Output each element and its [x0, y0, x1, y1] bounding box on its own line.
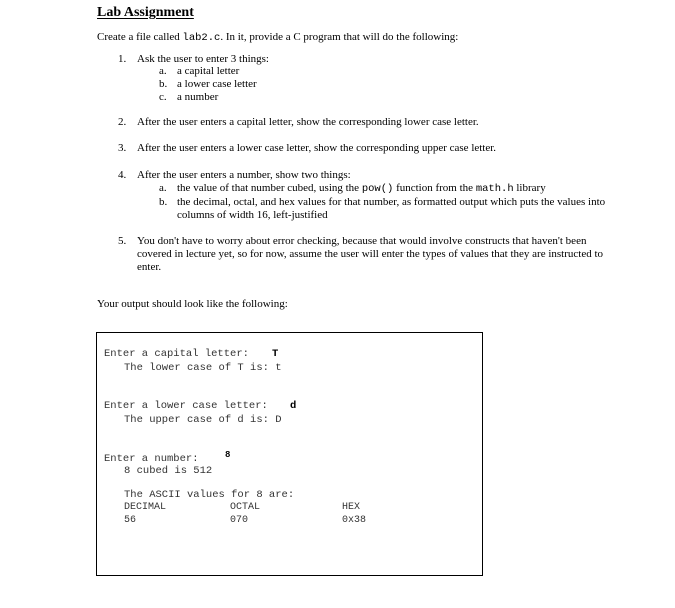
list-item-3-text: After the user enters a lower case letter, show the corresponding upper case letter.	[137, 142, 497, 154]
sub-item-post: library	[513, 182, 546, 194]
capital-prompt: Enter a capital letter:	[104, 348, 249, 360]
sub-item-letter: b.	[159, 196, 168, 208]
intro-paragraph	[97, 31, 458, 45]
sub-item-text: a lower case letter	[177, 78, 257, 90]
math-h-code: math.h	[475, 183, 514, 195]
sub-item-4b	[159, 196, 167, 209]
sub-item-text: a number	[177, 91, 219, 103]
page-title: Lab Assignment	[97, 5, 194, 20]
lowercase-prompt: Enter a lower case letter:	[104, 400, 268, 412]
sub-item-text: a capital letter	[177, 65, 240, 77]
intro-pre: Create a file called	[97, 31, 183, 43]
capital-result: The lower case of T is: t	[124, 362, 282, 374]
sub-item-text	[177, 182, 546, 196]
number-prompt: Enter a number:	[104, 453, 199, 465]
value-hex: 0x38	[342, 515, 367, 526]
sub-item-1a	[159, 65, 240, 78]
number-result: 8 cubed is 512	[124, 465, 213, 477]
header-decimal: DECIMAL	[124, 502, 167, 513]
list-item-5-text: You don't have to worry about error checking, because that would involve constructs that haven't been covered in lecture yet, so for now, assume the user will enter the types of values that they are instructed to enter.	[137, 235, 604, 273]
intro-filename: lab2.c	[182, 32, 221, 44]
list-item-2	[118, 116, 479, 129]
pow-function-code: pow()	[361, 183, 394, 195]
list-item-2-text: After the user enters a capital letter, show the corresponding lower case letter.	[137, 116, 479, 128]
lowercase-input: d	[290, 400, 297, 412]
sub-item-1c	[159, 91, 219, 104]
list-item-1	[118, 53, 269, 66]
list-item-1-text: Ask the user to enter 3 things:	[137, 53, 269, 65]
lowercase-result: The upper case of d is: D	[124, 414, 282, 426]
sub-item-letter: a.	[159, 65, 167, 77]
sub-item-4b-text: the decimal, octal, and hex values for that number, as formatted output which puts the values into columns of width 16, left-justified	[177, 196, 606, 221]
header-octal: OCTAL	[230, 502, 261, 513]
intro-post: . In it, provide a C program that will do the following:	[220, 31, 459, 43]
sub-item-1b	[159, 78, 257, 91]
sub-item-4a	[159, 182, 546, 195]
value-decimal: 56	[124, 515, 137, 526]
sub-item-mid: function from the	[393, 182, 476, 194]
number-input: 8	[225, 450, 231, 460]
sub-item-letter: b.	[159, 78, 168, 90]
list-item-1-number: 1.	[118, 53, 127, 65]
capital-input: T	[272, 348, 279, 360]
header-hex: HEX	[342, 502, 361, 513]
ascii-line: The ASCII values for 8 are:	[124, 489, 295, 501]
list-item-5-number: 5.	[118, 235, 127, 247]
list-item-4-text: After the user enters a number, show two things:	[137, 169, 351, 181]
sub-item-letter: a.	[159, 182, 167, 194]
output-intro: Your output should look like the following:	[97, 298, 288, 310]
sub-item-pre: the value of that number cubed, using the	[177, 182, 362, 194]
sub-item-letter: c.	[159, 91, 167, 103]
value-octal: 070	[230, 515, 249, 526]
list-item-4	[118, 169, 351, 182]
list-item-5	[118, 235, 126, 248]
list-item-4-number: 4.	[118, 169, 127, 181]
list-item-3	[118, 142, 497, 155]
list-item-3-number: 3.	[118, 142, 127, 154]
list-item-2-number: 2.	[118, 116, 127, 128]
console-output-box	[96, 332, 483, 576]
